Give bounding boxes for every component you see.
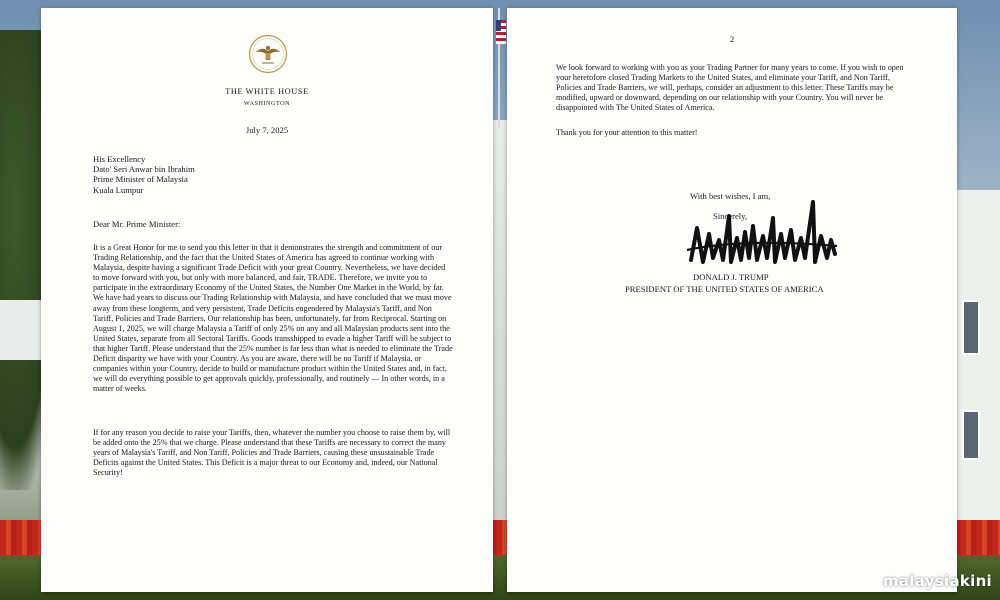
recipient-line: Dato' Seri Anwar bin Ibrahim	[93, 164, 195, 175]
us-flag-icon	[496, 20, 506, 44]
letterhead-title: THE WHITE HOUSE	[225, 87, 309, 96]
recipient-line: Prime Minister of Malaysia	[93, 174, 188, 185]
signer-title: PRESIDENT OF THE UNITED STATES OF AMERICA	[625, 284, 824, 294]
body-paragraph: It is a Great Honor for me to send you this letter in that it demonstrates the strength and commitment of our Trading Relationship, and the fact that the United States of America has agreed to continue working with Malaysia, despite having a significant Trade Deficit with your great Country. Nevertheless, we have decided to move forward with you, but only with more balanced, and fair, TRADE. Therefore, we invite you to participate in the extraordinary Economy of the United States, the Number One Market in the World, by far. We have had years to discuss our Trading Relationship with Malaysia, and have concluded that we must move away from these longterm, and very persistent, Trade Deficits engendered by Malaysia's Tariff, and Non Tariff, Policies and Trade Barriers. Our relationship has been, unfortunately, far from Reciprocal. Starting on August 1, 2025, we will charge Malaysia a Tariff of only 25% on any and all Malaysian products sent into the United States, separate from all Sectoral Tariffs. Goods transshipped to evade a higher Tariff will be subject to that higher Tariff. Please understand that the 25% number is far less than what is needed to eliminate the Trade Deficit disparity we have with your Country. As you are aware, there will be no Tariff if Malaysia, or companies within your Country, decide to build or manufacture product within the United States and, in fact, we will do everything possible to get approvals quickly, professionally, and routinely — In other words, in a matter of weeks.	[93, 243, 453, 394]
recipient-line: Kuala Lumpur	[93, 184, 144, 195]
letter-page-2	[507, 8, 957, 592]
presidential-seal-icon	[248, 34, 288, 74]
closing-word: Sincerely,	[713, 211, 748, 221]
letter-date: July 7, 2025	[245, 125, 289, 135]
recipient-address	[93, 154, 195, 195]
letterhead-subtitle: WASHINGTON	[243, 100, 291, 107]
body-paragraph: We look forward to working with you as your Trading Partner for many years to come. If you wish to open your heretofore closed Trading Markets to the United States, and eliminate your Tariff, and Non Tariff, Policies and Trade Barriers, we will, perhaps, consider an adjustment to this letter. These Tariffs may be modified, upward or downward, depending on our relationship with your Country. You will never be disappointed with The United States of America.	[556, 63, 904, 113]
building-right	[955, 190, 1000, 530]
body-paragraph: If for any reason you decide to raise your Tariffs, then, whatever the number you choose to raise them by, will be added onto the 25% that we charge. Please understand that these Tariffs are necessary to correct the many years of Malaysia's Tariff, and Non Tariff, Policies and Trade Barriers, causing these unsustainable Trade Deficits against the United States. This Deficit is a major threat to our Economy and, indeed, our National Security!	[93, 428, 451, 478]
letter-page-1	[41, 8, 493, 592]
watermark-logo: malaysiakini	[882, 572, 992, 590]
recipient-line: His Excellency	[93, 154, 146, 164]
building-window	[962, 410, 980, 460]
body-paragraph: Thank you for your attention to this matter!	[556, 128, 698, 137]
closing-line: With best wishes, I am,	[690, 191, 771, 201]
salutation: Dear Mr. Prime Minister:	[93, 219, 181, 229]
building-window	[962, 300, 980, 355]
building-left	[0, 300, 42, 360]
signer-name: DONALD J. TRUMP	[693, 272, 769, 282]
page-number: 2	[729, 34, 735, 44]
